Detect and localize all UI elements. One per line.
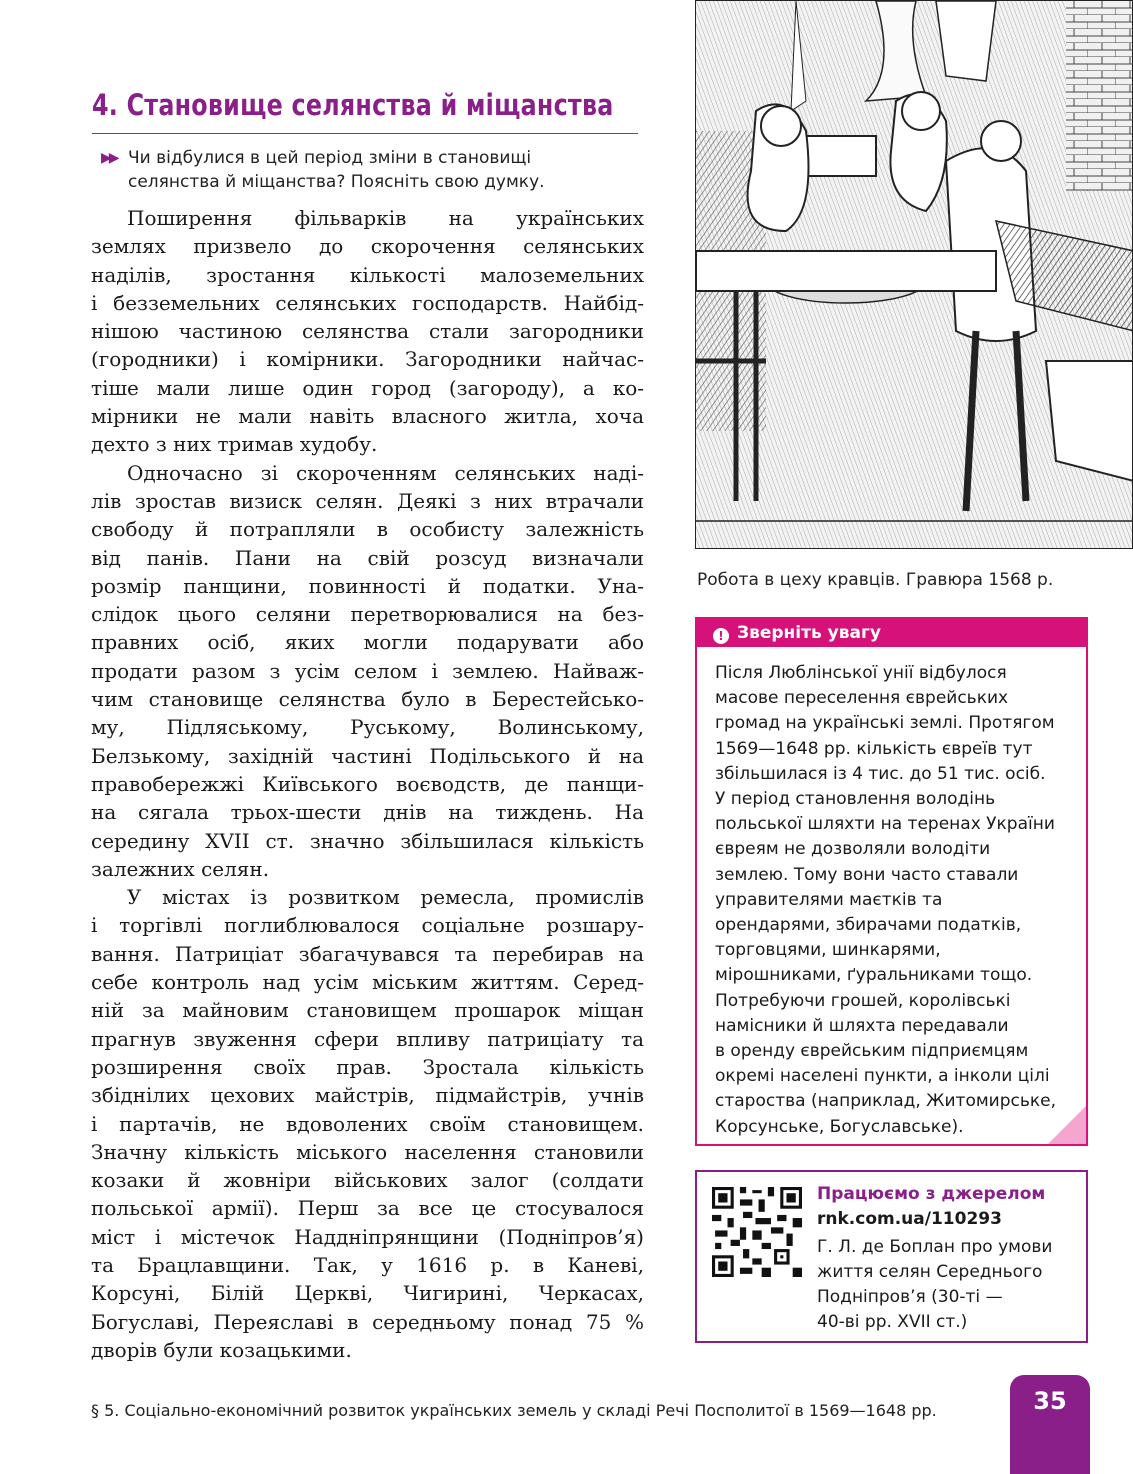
attention-header	[697, 619, 1086, 647]
running-footer: § 5. Соціально-економічний розвиток українських земель у складі Речі Посполитої в 1569—1648 рр.	[91, 1401, 937, 1420]
attention-line: євреям не дозволяли володіти	[715, 839, 991, 860]
attention-line: управителями маєтків та	[715, 889, 943, 910]
paragraph-line: прагнув звуження сфери впливу патриціату та	[91, 1026, 644, 1051]
attention-line: Корсунське, Богуславське).	[715, 1116, 964, 1137]
paragraph-line: (городники) і комірники. Загородники найчас-	[91, 347, 644, 372]
paragraph-line: мірники не мали навіть власного житла, хоча	[91, 404, 644, 429]
paragraph-line: Поширення фільварків на українських	[127, 206, 644, 230]
paragraph-line: вання. Патриціат збагачувався та перебирав на	[91, 941, 644, 966]
paragraph-line: і безземельних селянських господарств. Найбід-	[91, 290, 644, 315]
paragraph-line: та Брацлавщини. Так, у 1616 р. в Каневі,	[91, 1252, 644, 1277]
paragraph-line: збіднілих цехових майстрів, підмайстрів, учнів	[91, 1083, 644, 1108]
source-description	[817, 1235, 1052, 1335]
question-line: Чи відбулися в цей період зміни в становищі	[128, 148, 532, 168]
paragraph-line: У містах із розвитком ремесла, промислів	[127, 885, 644, 910]
attention-line: громад на українські землі. Протягом	[715, 713, 1055, 734]
paragraph-line: польської армії). Перш за все це стосувалося	[91, 1196, 644, 1221]
source-description-line: життя селян Середнього	[817, 1262, 1043, 1282]
attention-line: масове переселення єврейських	[715, 688, 1009, 709]
review-question	[101, 146, 641, 194]
paragraph-line: розмір панщини, повинності й податки. Уна-	[91, 573, 644, 598]
section-heading: 4. Становище селянства й міщанства	[92, 88, 614, 122]
source-description-line: Г. Л. де Боплан про умови	[817, 1237, 1053, 1257]
paragraph-line: Белзькому, західній частині Подільського й на	[91, 743, 644, 768]
engraving-illustration	[695, 0, 1133, 549]
page-number: 35	[1033, 1387, 1067, 1415]
attention-line: в оренду єврейським підприємцям	[715, 1041, 1029, 1062]
page-number-tab	[1010, 1375, 1090, 1474]
paragraph-line: му, Підляському, Руському, Волинському,	[91, 715, 644, 740]
exclamation-icon: !	[713, 628, 729, 644]
paragraph-line: міст і містечок Наддніпрянщини (Подніпров’я)	[91, 1224, 644, 1249]
double-arrow-icon: ▶▶	[101, 150, 117, 166]
paragraph-line: ній за майновим становищем прошарок міщан	[91, 998, 644, 1023]
paragraph-line: правних осіб, яких могли подарувати або	[91, 630, 644, 655]
paragraph-line: розширення своїх прав. Зростала кількість	[91, 1054, 644, 1079]
attention-line: орендарями, збирачами податків,	[715, 915, 1022, 936]
attention-line: збільшилася із 4 тис. до 51 тис. осіб.	[715, 763, 1046, 784]
paragraph-line: Значну кількість міського населення становили	[91, 1139, 644, 1164]
paragraph-line: землях призвело до скорочення селянських	[91, 234, 644, 259]
paragraph-line: Богуславі, Переяславі в середньому понад 75 %	[91, 1309, 644, 1334]
source-description-line: Подніпров’я (30-ті —	[817, 1287, 1003, 1307]
paragraph-line: продати разом з усім селом і землею. Найваж-	[91, 658, 644, 683]
attention-line: Після Люблінської унії відбулося	[715, 663, 1007, 683]
attention-line: торговцями, шинкарями,	[715, 940, 941, 961]
source-title: Працюємо з джерелом	[817, 1184, 1046, 1204]
paragraph-line: і партачів, не вдоволених своїм становищем.	[91, 1111, 644, 1136]
question-line: селянства й міщанства? Поясніть свою думку.	[128, 172, 545, 192]
paragraph-line: Корсуні, Білій Церкві, Чигирині, Черкасах,	[91, 1281, 644, 1306]
attention-line: окремі населені пункти, а інколи цілі	[715, 1066, 1050, 1087]
paragraph-line: від панів. Пани на свій розсуд визначали	[91, 545, 644, 570]
attention-title: Зверніть увагу	[737, 623, 881, 643]
paragraph-line: чим становище селянства було в Берестейсько-	[91, 687, 644, 712]
source-description-line: 40-ві рр. XVII ст.)	[817, 1312, 968, 1332]
paragraph-line: дворів були козацькими.	[91, 1337, 352, 1362]
main-text	[91, 204, 644, 1364]
attention-line: польської шляхти на теренах України	[715, 814, 1055, 835]
paragraph-line: тіше мали лише один город (загороду), а ко-	[91, 375, 644, 400]
paragraph-line: на сягала трьох-шести днів на тиждень. На	[91, 800, 644, 825]
attention-line: У період становлення володінь	[715, 789, 996, 810]
attention-box	[695, 617, 1088, 1146]
attention-line: землею. Тому вони часто ставали	[715, 864, 1019, 885]
attention-line: мірошниками, ґуральниками тощо.	[715, 965, 1033, 986]
paragraph-line: себе контроль над усім міським життям. Серед-	[91, 970, 644, 995]
paragraph-line: правобережжі Київського воєводств, де панщи-	[91, 771, 644, 796]
paragraph-line: середину XVII ст. значно збільшилася кількість	[91, 828, 644, 853]
paragraph-line: наділів, зростання кількості малоземельних	[91, 262, 644, 287]
attention-line: староства (наприклад, Житомирське,	[715, 1091, 1057, 1112]
paragraph-line: слідок цього селяни перетворювалися на без-	[91, 602, 644, 627]
attention-text	[697, 647, 1086, 1140]
source-box	[695, 1170, 1088, 1343]
heading-divider	[92, 133, 638, 134]
corner-decoration	[1048, 1106, 1086, 1144]
paragraph-line: свободу й потрапляли в особисту залежність	[91, 517, 644, 542]
paragraph-line: лів зростав визиск селян. Деякі з них втрачали	[91, 488, 644, 513]
paragraph-line: і торгівлі поглиблювалося соціальне розшару-	[91, 913, 644, 938]
qr-code-icon[interactable]	[712, 1187, 802, 1277]
attention-line: 1569—1648 рр. кількість євреїв тут	[715, 738, 1033, 759]
paragraph-line: нішою частиною селянства стали загородники	[91, 319, 644, 344]
attention-line: Потребуючи грошей, королівські	[715, 990, 1011, 1011]
tailors-workshop-engraving	[696, 1, 1133, 549]
paragraph-line: Одночасно зі скороченням селянських наді-	[127, 460, 644, 485]
paragraph-line: дехто з них тримав худобу.	[91, 432, 378, 457]
paragraph-line: козаки й жовніри військових залог (солдати	[91, 1168, 644, 1193]
attention-line: намісники й шляхта передавали	[715, 1015, 1009, 1036]
figure-caption: Робота в цеху кравців. Гравюра 1568 р.	[697, 570, 1054, 590]
paragraph-line: залежних селян.	[91, 856, 270, 881]
source-link[interactable]: rnk.com.ua/110293	[817, 1209, 1002, 1229]
